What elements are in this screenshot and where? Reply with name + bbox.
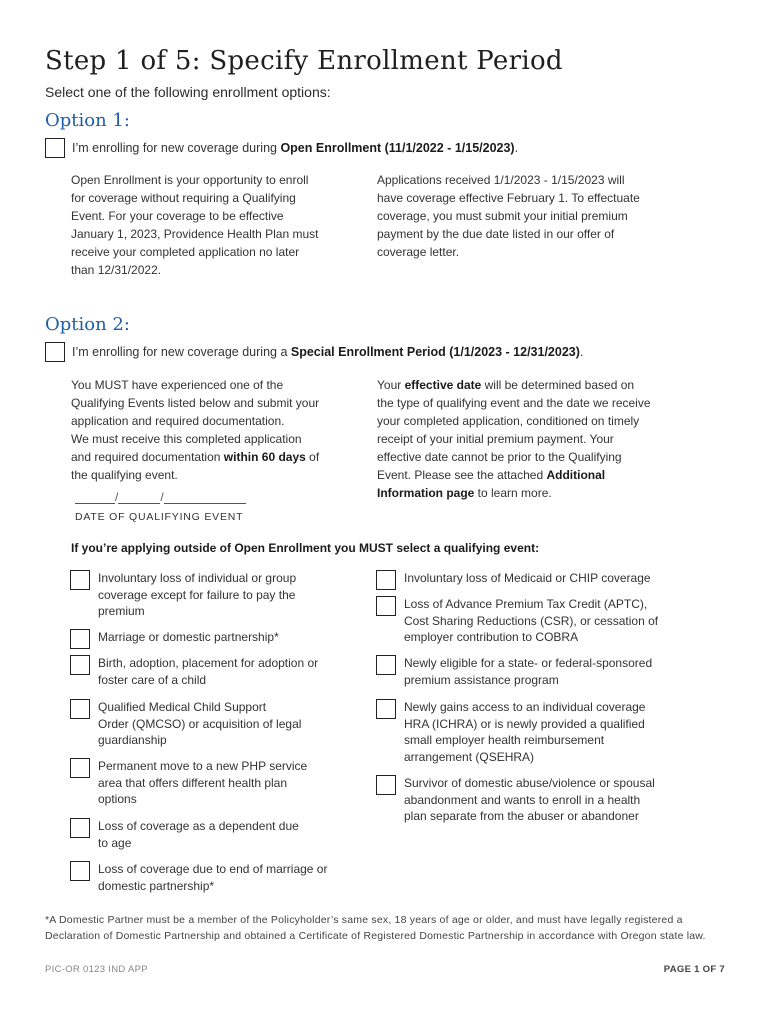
date-month-blank[interactable]	[75, 491, 115, 504]
option2-checkbox[interactable]	[45, 342, 65, 362]
qualifying-event-label: Loss of coverage as a dependent due to age	[98, 819, 299, 850]
page-number: PAGE 1 OF 7	[663, 964, 725, 975]
qualifying-event-checkbox[interactable]	[376, 596, 396, 616]
option2-right-paragraph: Your effective date will be determined based on the type of qualifying event and the date we receive your completed application, conditioned on timely receipt of your initial premium payment. Your effective date cannot be prior to the Qualifying Event. Please see the attached Additional Information page to learn more.	[377, 378, 651, 500]
qualifying-event-label: Permanent move to a new PHP service area that offers different health plan options	[98, 759, 308, 806]
qualifying-event-checkbox[interactable]	[70, 629, 90, 649]
qualifying-event-label: Survivor of domestic abuse/violence or spousal abandonment and wants to enroll in a health plan separate from the abuser or abandoner	[404, 776, 655, 823]
qualifying-event-checkbox[interactable]	[376, 775, 396, 795]
qualifying-event-label: Involuntary loss of individual or group coverage except for failure to pay the premium	[98, 571, 297, 618]
qualifying-event-label: Loss of coverage due to end of marriage or domestic partnership*	[98, 862, 328, 893]
option1-left-paragraph: Open Enrollment is your opportunity to enroll for coverage without requiring a Qualifying Event. For your coverage to be effective January 1, 2023, Providence Health Plan must receive your completed application no later than 12/31/2022.	[71, 173, 319, 277]
qualifying-event-checkbox[interactable]	[70, 758, 90, 778]
qualifying-event-checkbox[interactable]	[376, 699, 396, 719]
qualifying-event-checkbox[interactable]	[70, 699, 90, 719]
qualifying-event-checkbox[interactable]	[376, 655, 396, 675]
qualifying-event-checkbox[interactable]	[70, 655, 90, 675]
date-separator: /	[115, 490, 119, 504]
option1-heading: Option 1:	[45, 110, 130, 131]
domestic-partner-footnote: *A Domestic Partner must be a member of the Policyholder’s same sex, 18 years of age or older, and must have legally registered a Declaration of Domestic Partnership and obtained a Certificate of Registered Domestic Partnership in accordance with Oregon state law.	[45, 914, 706, 942]
page-title: Step 1 of 5: Specify Enrollment Period	[45, 46, 563, 76]
option2-left-paragraph: You MUST have experienced one of the Qualifying Events listed below and submit your application and required documentation. We must receive this completed application and required documentation within 60 days of the qualifying event.	[71, 378, 320, 482]
page-subtitle: Select one of the following enrollment options:	[45, 84, 331, 100]
option1-right-paragraph: Applications received 1/1/2023 - 1/15/2023 will have coverage effective February 1. To effectuate coverage, you must submit your initial premium payment by the due date listed in our offer of coverage letter.	[377, 173, 640, 259]
qualifying-event-label: Loss of Advance Premium Tax Credit (APTC), Cost Sharing Reductions (CSR), or cessation of employer contribution to COBRA	[404, 597, 659, 644]
option2-choice-label: I’m enrolling for new coverage during a Special Enrollment Period (1/1/2023 - 12/31/2023).	[72, 345, 584, 359]
qualifying-events-heading: If you’re applying outside of Open Enrollment you MUST select a qualifying event:	[71, 541, 540, 555]
qualifying-event-label: Newly gains access to an individual coverage HRA (ICHRA) or is newly provided a qualified small employer health reimbursement arrangement (QSEHRA)	[404, 700, 646, 764]
qualifying-event-checkbox[interactable]	[70, 570, 90, 590]
date-separator: /	[160, 490, 164, 504]
option1-checkbox[interactable]	[45, 138, 65, 158]
qualifying-event-label: Birth, adoption, placement for adoption or foster care of a child	[98, 656, 319, 687]
qualifying-event-label: Newly eligible for a state- or federal-sponsored premium assistance program	[404, 656, 653, 687]
option2-heading: Option 2:	[45, 314, 130, 335]
date-of-qualifying-event-field[interactable]	[75, 490, 246, 504]
qualifying-event-checkbox[interactable]	[70, 818, 90, 838]
qualifying-event-checkbox[interactable]	[376, 570, 396, 590]
option1-choice-label: I’m enrolling for new coverage during Open Enrollment (11/1/2022 - 1/15/2023).	[72, 141, 519, 155]
qualifying-event-checkbox[interactable]	[70, 861, 90, 881]
qualifying-event-label: Qualified Medical Child Support Order (QMCSO) or acquisition of legal guardianship	[98, 700, 302, 747]
date-day-blank[interactable]	[118, 491, 160, 504]
qualifying-event-label: Marriage or domestic partnership*	[98, 630, 279, 644]
date-of-qualifying-event-label: DATE OF QUALIFYING EVENT	[75, 511, 244, 523]
qualifying-event-label: Involuntary loss of Medicaid or CHIP coverage	[404, 571, 651, 585]
form-id: PIC-OR 0123 IND APP	[45, 964, 148, 975]
date-year-blank[interactable]	[164, 491, 246, 504]
